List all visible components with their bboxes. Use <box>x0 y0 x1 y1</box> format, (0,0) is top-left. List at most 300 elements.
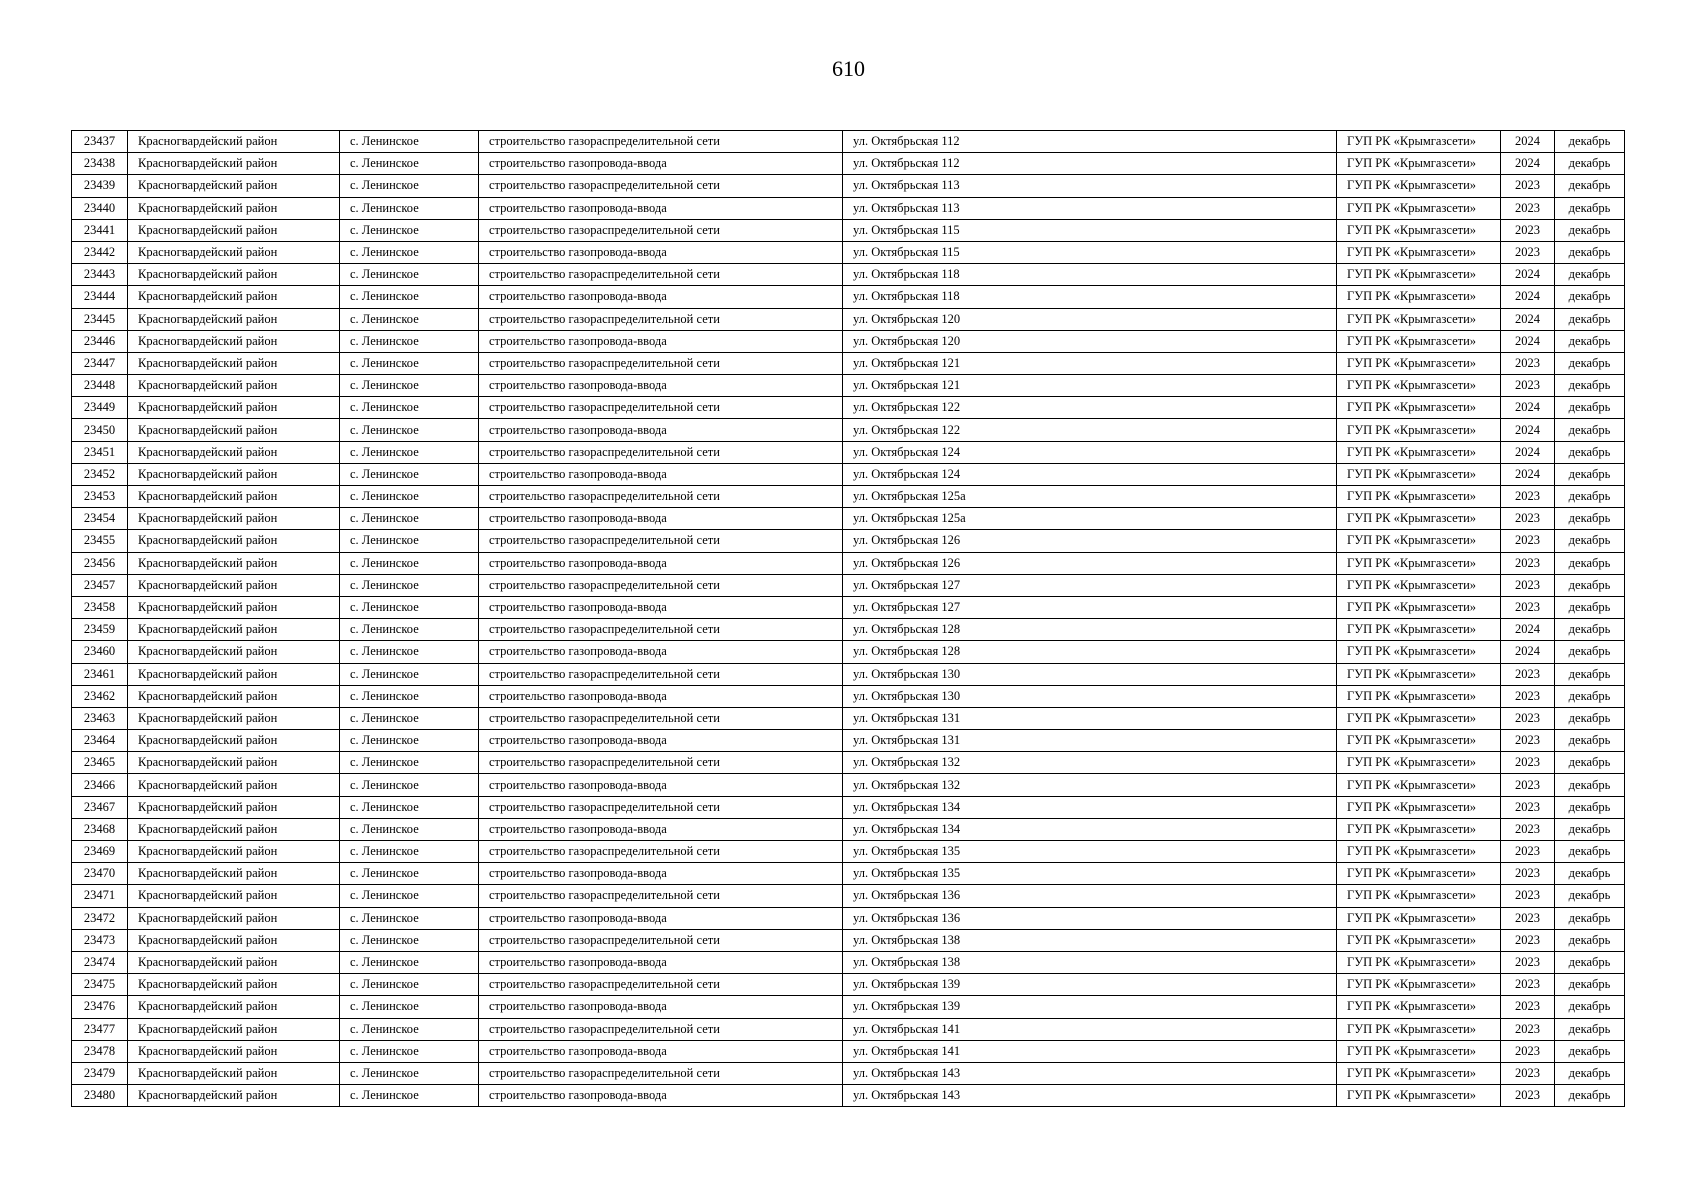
organization-cell: ГУП РК «Крымгазсети» <box>1337 951 1501 973</box>
month-cell: декабрь <box>1555 131 1625 153</box>
organization-cell: ГУП РК «Крымгазсети» <box>1337 818 1501 840</box>
month-cell: декабрь <box>1555 308 1625 330</box>
organization-cell: ГУП РК «Крымгазсети» <box>1337 175 1501 197</box>
year-cell: 2023 <box>1501 974 1555 996</box>
row-number-cell: 23478 <box>72 1040 128 1062</box>
work-type-cell: строительство газопровода-ввода <box>479 197 843 219</box>
address-cell: ул. Октябрьская 118 <box>843 286 1337 308</box>
settlement-cell: с. Ленинское <box>340 286 479 308</box>
address-cell: ул. Октябрьская 143 <box>843 1085 1337 1107</box>
row-number-cell: 23479 <box>72 1062 128 1084</box>
address-cell: ул. Октябрьская 122 <box>843 397 1337 419</box>
settlement-cell: с. Ленинское <box>340 219 479 241</box>
row-number-cell: 23465 <box>72 752 128 774</box>
row-number-cell: 23447 <box>72 352 128 374</box>
year-cell: 2023 <box>1501 774 1555 796</box>
year-cell: 2023 <box>1501 707 1555 729</box>
row-number-cell: 23472 <box>72 907 128 929</box>
address-cell: ул. Октябрьская 139 <box>843 996 1337 1018</box>
month-cell: декабрь <box>1555 153 1625 175</box>
work-type-cell: строительство газопровода-ввода <box>479 818 843 840</box>
organization-cell: ГУП РК «Крымгазсети» <box>1337 308 1501 330</box>
settlement-cell: с. Ленинское <box>340 663 479 685</box>
year-cell: 2024 <box>1501 308 1555 330</box>
address-cell: ул. Октябрьская 126 <box>843 530 1337 552</box>
work-type-cell: строительство газораспределительной сети <box>479 974 843 996</box>
table-row <box>72 1018 1625 1040</box>
row-number-cell: 23455 <box>72 530 128 552</box>
row-number-cell: 23473 <box>72 929 128 951</box>
district-cell: Красногвардейский район <box>128 774 340 796</box>
month-cell: декабрь <box>1555 663 1625 685</box>
month-cell: декабрь <box>1555 951 1625 973</box>
row-number-cell: 23474 <box>72 951 128 973</box>
address-cell: ул. Октябрьская 122 <box>843 419 1337 441</box>
organization-cell: ГУП РК «Крымгазсети» <box>1337 441 1501 463</box>
address-cell: ул. Октябрьская 120 <box>843 330 1337 352</box>
row-number-cell: 23466 <box>72 774 128 796</box>
month-cell: декабрь <box>1555 508 1625 530</box>
table-row <box>72 241 1625 263</box>
year-cell: 2024 <box>1501 463 1555 485</box>
address-cell: ул. Октябрьская 136 <box>843 907 1337 929</box>
table-row <box>72 1085 1625 1107</box>
organization-cell: ГУП РК «Крымгазсети» <box>1337 641 1501 663</box>
month-cell: декабрь <box>1555 441 1625 463</box>
address-cell: ул. Октябрьская 118 <box>843 264 1337 286</box>
month-cell: декабрь <box>1555 352 1625 374</box>
work-type-cell: строительство газопровода-ввода <box>479 1085 843 1107</box>
year-cell: 2023 <box>1501 1018 1555 1040</box>
settlement-cell: с. Ленинское <box>340 974 479 996</box>
month-cell: декабрь <box>1555 863 1625 885</box>
month-cell: декабрь <box>1555 397 1625 419</box>
district-cell: Красногвардейский район <box>128 641 340 663</box>
address-cell: ул. Октябрьская 143 <box>843 1062 1337 1084</box>
work-type-cell: строительство газораспределительной сети <box>479 796 843 818</box>
year-cell: 2024 <box>1501 641 1555 663</box>
table-row <box>72 818 1625 840</box>
address-cell: ул. Октябрьская 125а <box>843 486 1337 508</box>
table-row <box>72 907 1625 929</box>
district-cell: Красногвардейский район <box>128 1085 340 1107</box>
table-row <box>72 929 1625 951</box>
work-type-cell: строительство газораспределительной сети <box>479 264 843 286</box>
table-row <box>72 286 1625 308</box>
address-cell: ул. Октябрьская 141 <box>843 1018 1337 1040</box>
month-cell: декабрь <box>1555 752 1625 774</box>
work-type-cell: строительство газораспределительной сети <box>479 929 843 951</box>
district-cell: Красногвардейский район <box>128 153 340 175</box>
month-cell: декабрь <box>1555 1040 1625 1062</box>
organization-cell: ГУП РК «Крымгазсети» <box>1337 685 1501 707</box>
settlement-cell: с. Ленинское <box>340 907 479 929</box>
district-cell: Красногвардейский район <box>128 863 340 885</box>
table-row <box>72 197 1625 219</box>
address-cell: ул. Октябрьская 131 <box>843 707 1337 729</box>
organization-cell: ГУП РК «Крымгазсети» <box>1337 974 1501 996</box>
district-cell: Красногвардейский район <box>128 1040 340 1062</box>
table-row <box>72 796 1625 818</box>
address-cell: ул. Октябрьская 139 <box>843 974 1337 996</box>
settlement-cell: с. Ленинское <box>340 1018 479 1040</box>
settlement-cell: с. Ленинское <box>340 419 479 441</box>
row-number-cell: 23439 <box>72 175 128 197</box>
year-cell: 2024 <box>1501 286 1555 308</box>
year-cell: 2023 <box>1501 486 1555 508</box>
district-cell: Красногвардейский район <box>128 663 340 685</box>
year-cell: 2023 <box>1501 1062 1555 1084</box>
settlement-cell: с. Ленинское <box>340 463 479 485</box>
row-number-cell: 23440 <box>72 197 128 219</box>
settlement-cell: с. Ленинское <box>340 308 479 330</box>
organization-cell: ГУП РК «Крымгазсети» <box>1337 508 1501 530</box>
organization-cell: ГУП РК «Крымгазсети» <box>1337 486 1501 508</box>
work-type-cell: строительство газораспределительной сети <box>479 308 843 330</box>
district-cell: Красногвардейский район <box>128 685 340 707</box>
district-cell: Красногвардейский район <box>128 308 340 330</box>
work-type-cell: строительство газораспределительной сети <box>479 397 843 419</box>
row-number-cell: 23471 <box>72 885 128 907</box>
table-row <box>72 996 1625 1018</box>
table-row <box>72 596 1625 618</box>
address-cell: ул. Октябрьская 113 <box>843 175 1337 197</box>
settlement-cell: с. Ленинское <box>340 863 479 885</box>
table-row <box>72 219 1625 241</box>
table-row <box>72 619 1625 641</box>
month-cell: декабрь <box>1555 885 1625 907</box>
organization-cell: ГУП РК «Крымгазсети» <box>1337 885 1501 907</box>
row-number-cell: 23448 <box>72 375 128 397</box>
year-cell: 2023 <box>1501 219 1555 241</box>
address-cell: ул. Октябрьская 126 <box>843 552 1337 574</box>
year-cell: 2023 <box>1501 951 1555 973</box>
organization-cell: ГУП РК «Крымгазсети» <box>1337 619 1501 641</box>
organization-cell: ГУП РК «Крымгазсети» <box>1337 375 1501 397</box>
organization-cell: ГУП РК «Крымгазсети» <box>1337 996 1501 1018</box>
address-cell: ул. Октябрьская 113 <box>843 197 1337 219</box>
address-cell: ул. Октябрьская 134 <box>843 796 1337 818</box>
address-cell: ул. Октябрьская 121 <box>843 352 1337 374</box>
year-cell: 2024 <box>1501 153 1555 175</box>
address-cell: ул. Октябрьская 128 <box>843 619 1337 641</box>
month-cell: декабрь <box>1555 996 1625 1018</box>
year-cell: 2023 <box>1501 574 1555 596</box>
district-cell: Красногвардейский район <box>128 530 340 552</box>
month-cell: декабрь <box>1555 641 1625 663</box>
district-cell: Красногвардейский район <box>128 1062 340 1084</box>
row-number-cell: 23470 <box>72 863 128 885</box>
row-number-cell: 23458 <box>72 596 128 618</box>
district-cell: Красногвардейский район <box>128 596 340 618</box>
organization-cell: ГУП РК «Крымгазсети» <box>1337 841 1501 863</box>
settlement-cell: с. Ленинское <box>340 486 479 508</box>
settlement-cell: с. Ленинское <box>340 929 479 951</box>
table-row <box>72 552 1625 574</box>
district-cell: Красногвардейский район <box>128 552 340 574</box>
work-type-cell: строительство газопровода-ввода <box>479 907 843 929</box>
organization-cell: ГУП РК «Крымгазсети» <box>1337 241 1501 263</box>
address-cell: ул. Октябрьская 131 <box>843 730 1337 752</box>
work-type-cell: строительство газораспределительной сети <box>479 841 843 863</box>
organization-cell: ГУП РК «Крымгазсети» <box>1337 574 1501 596</box>
work-type-cell: строительство газопровода-ввода <box>479 508 843 530</box>
row-number-cell: 23460 <box>72 641 128 663</box>
address-cell: ул. Октябрьская 127 <box>843 596 1337 618</box>
row-number-cell: 23480 <box>72 1085 128 1107</box>
row-number-cell: 23454 <box>72 508 128 530</box>
organization-cell: ГУП РК «Крымгазсети» <box>1337 707 1501 729</box>
address-cell: ул. Октябрьская 125а <box>843 508 1337 530</box>
district-cell: Красногвардейский район <box>128 574 340 596</box>
organization-cell: ГУП РК «Крымгазсети» <box>1337 907 1501 929</box>
year-cell: 2024 <box>1501 441 1555 463</box>
district-cell: Красногвардейский район <box>128 796 340 818</box>
work-type-cell: строительство газораспределительной сети <box>479 530 843 552</box>
month-cell: декабрь <box>1555 552 1625 574</box>
table-row <box>72 352 1625 374</box>
row-number-cell: 23451 <box>72 441 128 463</box>
district-cell: Красногвардейский район <box>128 286 340 308</box>
organization-cell: ГУП РК «Крымгазсети» <box>1337 463 1501 485</box>
organization-cell: ГУП РК «Крымгазсети» <box>1337 1085 1501 1107</box>
row-number-cell: 23469 <box>72 841 128 863</box>
work-type-cell: строительство газопровода-ввода <box>479 552 843 574</box>
row-number-cell: 23477 <box>72 1018 128 1040</box>
year-cell: 2023 <box>1501 175 1555 197</box>
settlement-cell: с. Ленинское <box>340 552 479 574</box>
settlement-cell: с. Ленинское <box>340 641 479 663</box>
settlement-cell: с. Ленинское <box>340 730 479 752</box>
table-row <box>72 641 1625 663</box>
organization-cell: ГУП РК «Крымгазсети» <box>1337 264 1501 286</box>
address-cell: ул. Октябрьская 124 <box>843 463 1337 485</box>
settlement-cell: с. Ленинское <box>340 508 479 530</box>
address-cell: ул. Октябрьская 115 <box>843 241 1337 263</box>
year-cell: 2023 <box>1501 929 1555 951</box>
year-cell: 2023 <box>1501 863 1555 885</box>
settlement-cell: с. Ленинское <box>340 774 479 796</box>
work-type-cell: строительство газопровода-ввода <box>479 286 843 308</box>
year-cell: 2023 <box>1501 197 1555 219</box>
settlement-cell: с. Ленинское <box>340 131 479 153</box>
row-number-cell: 23462 <box>72 685 128 707</box>
district-cell: Красногвардейский район <box>128 175 340 197</box>
table-body <box>72 131 1625 1107</box>
month-cell: декабрь <box>1555 818 1625 840</box>
district-cell: Красногвардейский район <box>128 951 340 973</box>
year-cell: 2023 <box>1501 996 1555 1018</box>
district-cell: Красногвардейский район <box>128 885 340 907</box>
table-row <box>72 530 1625 552</box>
row-number-cell: 23467 <box>72 796 128 818</box>
organization-cell: ГУП РК «Крымгазсети» <box>1337 352 1501 374</box>
table-row <box>72 974 1625 996</box>
month-cell: декабрь <box>1555 841 1625 863</box>
table-row <box>72 730 1625 752</box>
work-type-cell: строительство газопровода-ввода <box>479 419 843 441</box>
month-cell: декабрь <box>1555 286 1625 308</box>
settlement-cell: с. Ленинское <box>340 375 479 397</box>
settlement-cell: с. Ленинское <box>340 264 479 286</box>
settlement-cell: с. Ленинское <box>340 752 479 774</box>
year-cell: 2023 <box>1501 241 1555 263</box>
district-cell: Красногвардейский район <box>128 974 340 996</box>
row-number-cell: 23453 <box>72 486 128 508</box>
address-cell: ул. Октябрьская 120 <box>843 308 1337 330</box>
year-cell: 2023 <box>1501 596 1555 618</box>
work-type-cell: строительство газопровода-ввода <box>479 951 843 973</box>
settlement-cell: с. Ленинское <box>340 685 479 707</box>
address-cell: ул. Октябрьская 135 <box>843 841 1337 863</box>
work-type-cell: строительство газопровода-ввода <box>479 375 843 397</box>
gasification-table <box>71 130 1625 1107</box>
organization-cell: ГУП РК «Крымгазсети» <box>1337 752 1501 774</box>
table-row <box>72 486 1625 508</box>
district-cell: Красногвардейский район <box>128 441 340 463</box>
row-number-cell: 23445 <box>72 308 128 330</box>
organization-cell: ГУП РК «Крымгазсети» <box>1337 774 1501 796</box>
address-cell: ул. Октябрьская 136 <box>843 885 1337 907</box>
row-number-cell: 23461 <box>72 663 128 685</box>
row-number-cell: 23457 <box>72 574 128 596</box>
year-cell: 2023 <box>1501 796 1555 818</box>
year-cell: 2024 <box>1501 619 1555 641</box>
district-cell: Красногвардейский район <box>128 397 340 419</box>
table-row <box>72 308 1625 330</box>
settlement-cell: с. Ленинское <box>340 951 479 973</box>
year-cell: 2023 <box>1501 552 1555 574</box>
work-type-cell: строительство газопровода-ввода <box>479 996 843 1018</box>
month-cell: декабрь <box>1555 463 1625 485</box>
address-cell: ул. Октябрьская 112 <box>843 131 1337 153</box>
address-cell: ул. Октябрьская 130 <box>843 663 1337 685</box>
month-cell: декабрь <box>1555 175 1625 197</box>
organization-cell: ГУП РК «Крымгазсети» <box>1337 1018 1501 1040</box>
organization-cell: ГУП РК «Крымгазсети» <box>1337 419 1501 441</box>
settlement-cell: с. Ленинское <box>340 352 479 374</box>
settlement-cell: с. Ленинское <box>340 574 479 596</box>
district-cell: Красногвардейский район <box>128 352 340 374</box>
table-row <box>72 153 1625 175</box>
district-cell: Красногвардейский район <box>128 996 340 1018</box>
month-cell: декабрь <box>1555 264 1625 286</box>
table-row <box>72 131 1625 153</box>
settlement-cell: с. Ленинское <box>340 241 479 263</box>
district-cell: Красногвардейский район <box>128 730 340 752</box>
month-cell: декабрь <box>1555 974 1625 996</box>
month-cell: декабрь <box>1555 241 1625 263</box>
organization-cell: ГУП РК «Крымгазсети» <box>1337 219 1501 241</box>
month-cell: декабрь <box>1555 730 1625 752</box>
year-cell: 2024 <box>1501 330 1555 352</box>
organization-cell: ГУП РК «Крымгазсети» <box>1337 131 1501 153</box>
month-cell: декабрь <box>1555 619 1625 641</box>
work-type-cell: строительство газораспределительной сети <box>479 219 843 241</box>
year-cell: 2024 <box>1501 131 1555 153</box>
month-cell: декабрь <box>1555 530 1625 552</box>
table-row <box>72 574 1625 596</box>
table-row <box>72 441 1625 463</box>
settlement-cell: с. Ленинское <box>340 796 479 818</box>
year-cell: 2023 <box>1501 508 1555 530</box>
table-row <box>72 375 1625 397</box>
month-cell: декабрь <box>1555 330 1625 352</box>
table-row <box>72 1062 1625 1084</box>
work-type-cell: строительство газораспределительной сети <box>479 352 843 374</box>
settlement-cell: с. Ленинское <box>340 596 479 618</box>
work-type-cell: строительство газораспределительной сети <box>479 1062 843 1084</box>
district-cell: Красногвардейский район <box>128 841 340 863</box>
settlement-cell: с. Ленинское <box>340 153 479 175</box>
month-cell: декабрь <box>1555 219 1625 241</box>
table-row <box>72 707 1625 729</box>
table-row <box>72 419 1625 441</box>
organization-cell: ГУП РК «Крымгазсети» <box>1337 397 1501 419</box>
address-cell: ул. Октябрьская 138 <box>843 951 1337 973</box>
year-cell: 2023 <box>1501 530 1555 552</box>
address-cell: ул. Октябрьская 128 <box>843 641 1337 663</box>
year-cell: 2023 <box>1501 1085 1555 1107</box>
organization-cell: ГУП РК «Крымгазсети» <box>1337 796 1501 818</box>
month-cell: декабрь <box>1555 1062 1625 1084</box>
organization-cell: ГУП РК «Крымгазсети» <box>1337 286 1501 308</box>
year-cell: 2023 <box>1501 663 1555 685</box>
district-cell: Красногвардейский район <box>128 486 340 508</box>
work-type-cell: строительство газопровода-ввода <box>479 596 843 618</box>
year-cell: 2023 <box>1501 730 1555 752</box>
organization-cell: ГУП РК «Крымгазсети» <box>1337 596 1501 618</box>
month-cell: декабрь <box>1555 1085 1625 1107</box>
table-row <box>72 264 1625 286</box>
organization-cell: ГУП РК «Крымгазсети» <box>1337 730 1501 752</box>
organization-cell: ГУП РК «Крымгазсети» <box>1337 330 1501 352</box>
work-type-cell: строительство газопровода-ввода <box>479 153 843 175</box>
work-type-cell: строительство газопровода-ввода <box>479 730 843 752</box>
settlement-cell: с. Ленинское <box>340 397 479 419</box>
work-type-cell: строительство газораспределительной сети <box>479 663 843 685</box>
table-row <box>72 397 1625 419</box>
district-cell: Красногвардейский район <box>128 929 340 951</box>
settlement-cell: с. Ленинское <box>340 441 479 463</box>
table-row <box>72 885 1625 907</box>
table-row <box>72 863 1625 885</box>
address-cell: ул. Октябрьская 124 <box>843 441 1337 463</box>
district-cell: Красногвардейский район <box>128 907 340 929</box>
month-cell: декабрь <box>1555 197 1625 219</box>
organization-cell: ГУП РК «Крымгазсети» <box>1337 552 1501 574</box>
address-cell: ул. Октябрьская 141 <box>843 1040 1337 1062</box>
address-cell: ул. Октябрьская 127 <box>843 574 1337 596</box>
organization-cell: ГУП РК «Крымгазсети» <box>1337 530 1501 552</box>
year-cell: 2023 <box>1501 841 1555 863</box>
row-number-cell: 23443 <box>72 264 128 286</box>
row-number-cell: 23476 <box>72 996 128 1018</box>
settlement-cell: с. Ленинское <box>340 330 479 352</box>
year-cell: 2024 <box>1501 264 1555 286</box>
month-cell: декабрь <box>1555 419 1625 441</box>
district-cell: Красногвардейский район <box>128 818 340 840</box>
table-row <box>72 951 1625 973</box>
settlement-cell: с. Ленинское <box>340 707 479 729</box>
district-cell: Красногвардейский район <box>128 330 340 352</box>
work-type-cell: строительство газопровода-ввода <box>479 1040 843 1062</box>
settlement-cell: с. Ленинское <box>340 530 479 552</box>
work-type-cell: строительство газораспределительной сети <box>479 574 843 596</box>
address-cell: ул. Октябрьская 115 <box>843 219 1337 241</box>
settlement-cell: с. Ленинское <box>340 885 479 907</box>
year-cell: 2023 <box>1501 907 1555 929</box>
